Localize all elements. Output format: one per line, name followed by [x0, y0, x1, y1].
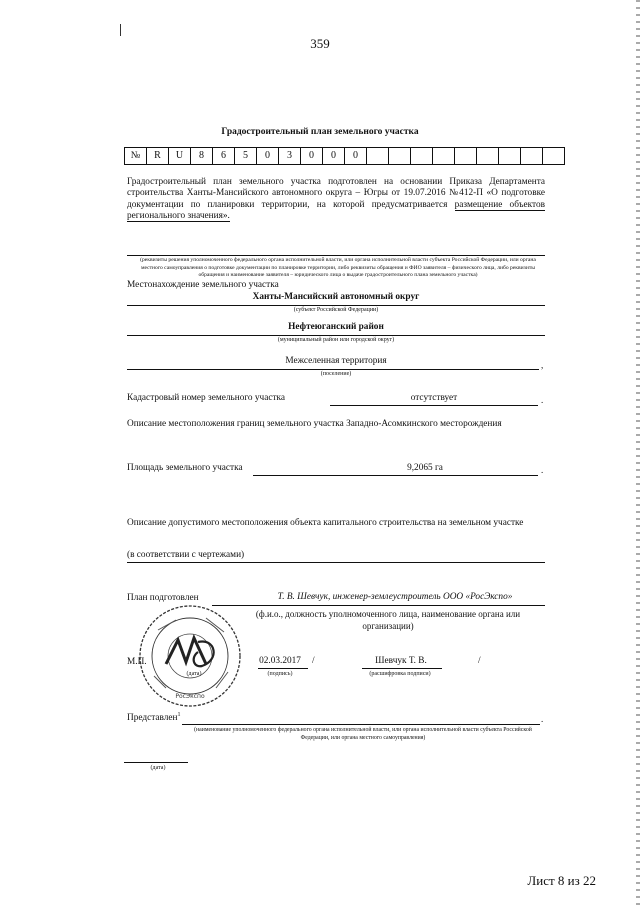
- settlement-line: [127, 369, 539, 370]
- sign-note: (подпись): [267, 671, 293, 677]
- cadastral-label: Кадастровый номер земельного участка: [127, 393, 286, 403]
- margin-tick: [120, 24, 121, 36]
- intro-underlined-text: размещение объектов регионального значения».: [127, 199, 545, 222]
- boundaries-label: Описание местоположения границ земельного участка: [127, 419, 344, 429]
- number-cell: [411, 148, 433, 164]
- placement-line: [127, 562, 545, 563]
- presented-dot: .: [541, 714, 544, 724]
- date-note: (дата): [186, 671, 202, 677]
- number-cell: 0: [257, 148, 279, 164]
- subject-line: [127, 305, 545, 306]
- plan-number-cells: [124, 147, 565, 165]
- prepared-note-line2: организации): [362, 621, 414, 631]
- location-label: Местонахождение земельного участка: [127, 280, 279, 290]
- number-cell: [455, 148, 477, 164]
- number-cell: [367, 148, 389, 164]
- number-cell: 0: [345, 148, 367, 164]
- presented-line: [182, 724, 540, 725]
- decoded-note: (расшифровка подписи): [369, 671, 431, 677]
- intro-text: Градостроительный план земельного участка подготовлен на основании Приказа Департамента строительства Ханты-Мансийского автономного округа – Югры от 19.07.2016 №412-П «О подготовке документации по планировки территории, на которой предусматривается: [127, 177, 545, 210]
- intro-note: (реквизиты решения уполномоченного федерального органа исполнительной власти, или органа исполнительной власти субъекта Российской Федерации, или органа местного самоуправления о подготовке документации по планировке территории, либо реквизиты обращения и ФИО заявителя – физического лица, либо реквизиты обращения и наименование заявителя – юридического лица о выдаче градостроительного плана земельного участка): [140, 257, 536, 279]
- page-number: 359: [310, 36, 330, 51]
- area-dot: .: [541, 465, 544, 475]
- location-subject: Ханты-Мансийский автономный округ: [252, 292, 420, 302]
- document-title: Градостроительный план земельного участка: [221, 127, 419, 137]
- area-line: [253, 475, 538, 476]
- number-cell: 5: [235, 148, 257, 164]
- presented-text: Представлен: [127, 713, 178, 724]
- subject-note: (субъект Российской Федерации): [293, 307, 379, 313]
- prepared-line: [212, 605, 545, 606]
- number-cell: [499, 148, 521, 164]
- cadastral-dot: .: [541, 395, 544, 405]
- number-cell: [543, 148, 564, 164]
- sheet-number: Лист 8 из 22: [527, 873, 596, 888]
- location-settlement: Межселенная территория: [285, 356, 387, 366]
- date-line: [258, 668, 308, 669]
- stamp-mp: М.П.: [127, 657, 147, 667]
- binding-edge: [636, 0, 640, 905]
- boundaries-value: Западно-Асомкинского месторождения: [346, 419, 502, 429]
- prepared-date: 02.03.2017: [259, 656, 301, 666]
- number-cell: [389, 148, 411, 164]
- presented-label: [127, 712, 181, 723]
- area-label: Площадь земельного участка: [127, 463, 243, 473]
- area-value: 9,2065 га: [407, 463, 443, 473]
- presented-note: (наименование уполномоченного федерального органа исполнительной власти, или органа исполнительной власти субъекта Российской Федерации, или органа местного самоуправления): [194, 727, 532, 741]
- decoded-line: [362, 668, 442, 669]
- district-line: [127, 335, 545, 336]
- placement-label: Описание допустимого местоположения объекта капитального строительства на земельном участке: [127, 518, 524, 528]
- organization-stamp: [136, 602, 244, 710]
- location-district: Нефтеюганский район: [288, 322, 384, 332]
- presented-sup: 1: [177, 712, 181, 718]
- slash-2: /: [478, 656, 481, 666]
- prepared-label: План подготовлен: [127, 593, 199, 603]
- number-cell: №: [125, 148, 147, 164]
- presented-date-line: [124, 762, 188, 763]
- number-cell: U: [169, 148, 191, 164]
- presented-date-note: (дата): [150, 765, 166, 771]
- boundaries: [127, 419, 545, 429]
- number-cell: [521, 148, 543, 164]
- intro-line: [127, 255, 545, 256]
- settlement-note: (поселение): [320, 371, 352, 377]
- decoded-name: Шевчук Т. В.: [375, 656, 427, 666]
- number-cell: 0: [301, 148, 323, 164]
- cadastral-line: [330, 405, 538, 406]
- number-cell: 8: [191, 148, 213, 164]
- prepared-value: Т. В. Шевчук, инженер-землеустроитель ООО «РосЭкспо»: [277, 592, 513, 602]
- placement-value: (в соответствии с чертежами): [127, 550, 245, 560]
- number-cell: 0: [323, 148, 345, 164]
- intro-paragraph: [127, 177, 545, 223]
- slash-1: /: [312, 656, 315, 666]
- number-cell: 6: [213, 148, 235, 164]
- number-cell: [477, 148, 499, 164]
- number-cell: 3: [279, 148, 301, 164]
- svg-text:РосЭкспо: РосЭкспо: [175, 693, 205, 700]
- number-cell: [433, 148, 455, 164]
- cadastral-value: отсутствует: [410, 393, 458, 403]
- prepared-note-line1: (ф.и.о., должность уполномоченного лица, наименование органа или: [255, 609, 521, 619]
- number-cell: R: [147, 148, 169, 164]
- district-note: (муниципальный район или городской округ): [277, 337, 395, 343]
- settlement-comma: ,: [541, 360, 544, 370]
